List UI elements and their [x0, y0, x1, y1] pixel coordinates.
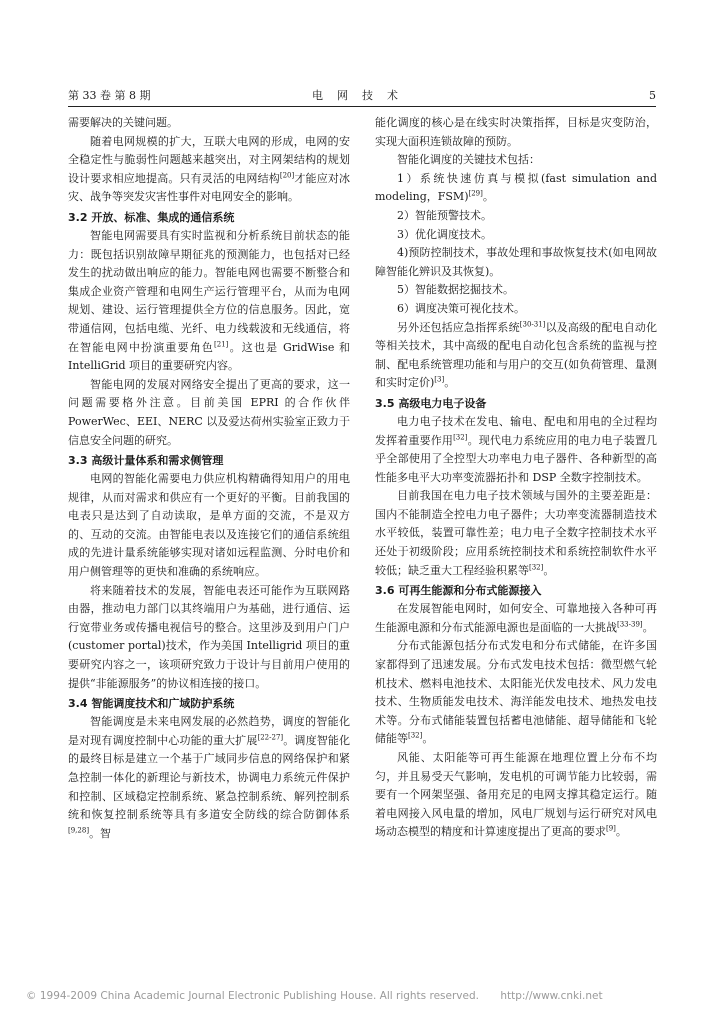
text-run: 。调度智能化的最终目标是建立一个基于广域同步信息的网络保护和紧急控制一体化的新理论与新技术，协调电力系统元件保护和控制、区域稳定控制系统、紧急控制系统、解列控制系统和恢复控制系统等具有多道安全防线的综合防御体系 — [68, 733, 351, 822]
citation: [9] — [606, 824, 616, 833]
citation: [30-31] — [519, 319, 546, 328]
citation: [3] — [434, 375, 445, 384]
text-run: 1）系统快速仿真与模拟(fast simulation and modeling，FSM) — [375, 171, 657, 204]
cnki-link[interactable]: http://www.cnki.net — [500, 990, 603, 1002]
paragraph: 电网的智能化需要电力供应机构精确得知用户的用电规律，从而对需求和供应有一个更好的平衡。目前我国的电表只是达到了自动读取，是单方面的交流，不是双方的、互动的交流。由智能电表以及连接它们的通信系统组成的先进计量系统能够实现对诸如远程监测、分时电价和用户侧管理等的更快和准确的系统响应。 — [68, 472, 350, 579]
citation: [32] — [529, 563, 544, 571]
paragraph: 6）调度决策可视化技术。 — [397, 301, 525, 315]
text-run: 。 — [482, 190, 494, 204]
citation: [22-27] — [257, 733, 284, 742]
text-run: 。这也是 GridWise 和 IntelliGrid 项目的重要研究内容。 — [68, 340, 350, 373]
copyright-notice: © 1994-2009 China Academic Journal Electronic Publishing House. All rights reserved. — [26, 990, 479, 1002]
text-run: 电力电子技术在发电、输电、配电和用电的全过程均发挥着重要作用 — [375, 414, 657, 447]
citation: [33-39] — [617, 620, 643, 629]
paragraph — [375, 170, 657, 207]
paragraph: 5）智能数据挖掘技术。 — [397, 283, 514, 297]
citation: [20] — [279, 171, 295, 180]
paragraph — [375, 637, 657, 749]
section-heading: 3.4 智能调度技术和广域防护系统 — [68, 697, 235, 711]
paragraph: 智能电网的发展对网络安全提出了更高的要求，这一问题需要格外注意。目前美国 EPRI 的合作伙伴 PowerWec、EEI、NERC 以及爱达荷州实验室正致力于信息安全问题的研究。 — [68, 377, 350, 447]
citation: [32] — [453, 432, 468, 441]
paragraph — [68, 227, 350, 376]
paragraph — [68, 713, 350, 843]
text-run: 才能应对冰灾、战争等突发灾害性事件对电网安全的影响。 — [68, 171, 351, 204]
text-run: 随着电网规模的扩大，互联大电网的形成，电网的安全稳定性与脆弱性问题越来越突出，对主网架结构的规划设计要求相应地提高。只有灵活的电网结构 — [68, 134, 350, 185]
citation: [29] — [468, 189, 483, 198]
paragraph: 智能化调度的关键技术包括： — [397, 153, 540, 167]
citation: [21] — [214, 339, 229, 348]
paragraph: 4)预防控制技术，事故处理和事故恢复技术(如电网故障智能化辨识及其恢复)。 — [375, 246, 657, 278]
journal-name: 电网技术 — [312, 89, 412, 102]
paragraph — [375, 319, 657, 393]
section-heading: 3.5 高级电力电子设备 — [375, 396, 487, 410]
section-heading: 3.6 可再生能源和分布式能源接入 — [375, 584, 542, 598]
text-run: 以及高级的配电自动化等相关技术，其中高级的配电自动化包含系统的监视与控制、配电系统管理功能和与用户的交互(如负荷管理、量测和实时定价) — [375, 320, 658, 390]
section-heading: 3.3 高级计量体系和需求侧管理 — [68, 454, 224, 468]
paragraph: 3）优化调度技术。 — [397, 227, 492, 241]
paragraph — [375, 749, 657, 842]
text-run: 。 — [422, 732, 434, 746]
text-run: 另外还包括应急指挥系统 — [397, 320, 520, 334]
text-run: 。智 — [89, 826, 112, 840]
paragraph — [375, 487, 657, 580]
paragraph: 将来随着技术的发展，智能电表还可能作为互联网路由器，推动电力部门以其终端用户为基础，进行通信、运行宽带业务或传播电视信号的整合。这里涉及到用户门户(customer portal)技术，作为美国 Intelligrid 项目的重要研究内容之一，该项研究致力于设计与目前用户使用的提供“非能源服务”的协议相连接的接口。 — [68, 583, 350, 690]
text-run: 智能电网需要具有实时监视和分析系统目前状态的能力：既包括识别故障早期征兆的预测能力，也包括对已经发生的扰动做出响应的能力。智能电网也需要不断整合和集成企业资产管理和电网生产运行管理平台，从而为电网规划、建设、运行管理提供全方位的信息服务。因此，宽带通信网，包括电缆、光纤、电力线载波和无线通信，将在智能电网中扮演重要角色 — [68, 228, 350, 354]
text-run: 。 — [543, 563, 555, 577]
paragraph: 2）智能预警技术。 — [397, 208, 492, 222]
text-run: 。现代电力系统应用的电力电子装置几乎全部使用了全控型大功率电力电子器件、各种新型的高性能多电平大功率变流器拓扑和 DSP 全数字控制技术。 — [375, 433, 658, 484]
text-run: 。 — [444, 376, 456, 390]
text-run: 在发展智能电网时，如何安全、可靠地接入各种可再生能源电源和分布式能源电源也是面临的一大挑战 — [375, 602, 657, 634]
page-footer — [26, 990, 698, 1002]
citation: [9,28] — [68, 826, 90, 835]
section-heading: 3.2 开放、标准、集成的通信系统 — [68, 210, 235, 224]
text-run: 目前我国在电力电子技术领域与国外的主要差距是：国内不能制造全控电力电子器件；大功率变流器制造技术水平较低，装置可靠性差；电力电子全数字控制技术水平还处于初级阶段；应用系统控制技术和系统控制软件水平较低；缺乏重大工程经验积累等 — [375, 489, 657, 577]
page-number: 5 — [649, 89, 656, 102]
text-run: 。 — [642, 620, 654, 634]
paragraph: 需要解决的关键问题。 — [68, 116, 178, 129]
issue-label: 第 33 卷 第 8 期 — [68, 89, 151, 102]
text-run: 风能、太阳能等可再生能源在地理位置上分布不均匀，并且易受天气影响，发电机的可调节能力比较弱，需要有一个网架坚强、备用充足的电网支撑其稳定运行。随着电网接入风电量的增加，风电厂规划与运行研究对风电场动态模型的精度和计算速度提出了更高的要求 — [375, 751, 657, 839]
text-run: 智能调度是未来电网发展的必然趋势，调度的智能化是对现有调度控制中心功能的重大扩展 — [68, 715, 350, 747]
paragraph — [375, 600, 657, 637]
paragraph: 能化调度的核心是在线实时决策指挥，目标是灾变防治，实现大面积连锁故障的预防。 — [375, 116, 657, 148]
running-header — [68, 88, 656, 104]
right-column — [375, 114, 657, 842]
paragraph — [375, 413, 657, 487]
left-column — [68, 114, 350, 843]
text-run: 分布式能源包括分布式发电和分布式储能，在许多国家都得到了迅速发展。分布式发电技术包括：微型燃气轮机技术、燃料电池技术、太阳能光伏发电技术、风力发电技术、生物质能发电技术、海洋能发电技术、地热发电技术等。分布式储能装置包括蓄电池储能、超导储能和飞轮储能等 — [375, 639, 657, 746]
citation: [32] — [408, 731, 423, 740]
header-divider — [68, 106, 656, 107]
text-run: 。 — [615, 825, 627, 839]
paragraph — [68, 133, 350, 207]
